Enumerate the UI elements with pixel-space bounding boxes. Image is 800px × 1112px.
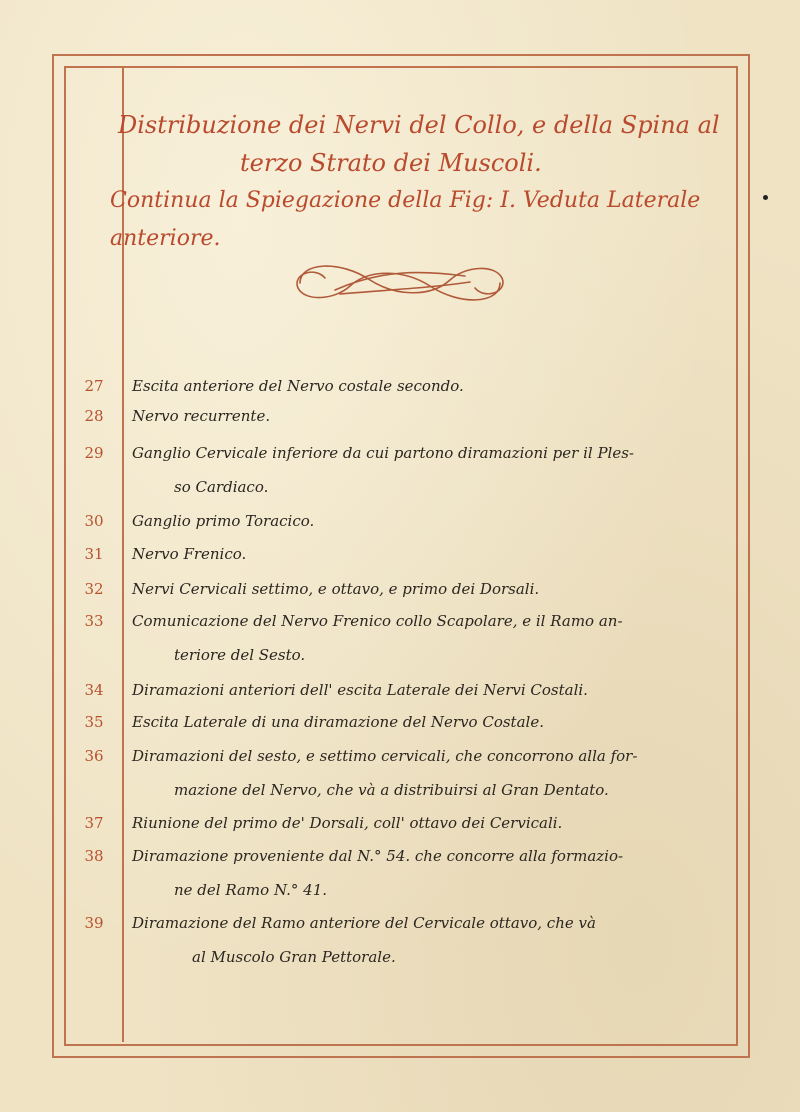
item-text <box>132 369 707 403</box>
item-text <box>132 604 707 672</box>
item-number: 32 <box>84 580 104 598</box>
item-text <box>132 906 707 974</box>
item-line: Escita Laterale di una diramazione del Nervo Costale. <box>132 713 544 731</box>
title-line-2: terzo Strato dei Muscoli. <box>240 149 542 177</box>
item-text <box>132 399 707 433</box>
item-number: 29 <box>84 444 104 462</box>
item-number: 37 <box>84 814 104 832</box>
item-line: Nervo recurrente. <box>132 407 271 425</box>
item-text <box>132 504 707 538</box>
item-number: 35 <box>84 713 104 731</box>
item-number: 33 <box>84 612 104 630</box>
item-line: Ganglio Cervicale inferiore da cui partono diramazioni per il Ples- <box>132 444 634 462</box>
item-text <box>132 572 707 606</box>
item-line: Nervo Frenico. <box>132 545 247 563</box>
item-line: so Cardiaco. <box>174 478 269 496</box>
item-text <box>132 537 707 571</box>
item-line: mazione del Nervo, che và a distribuirsi al Gran Dentato. <box>174 781 609 799</box>
item-number: 39 <box>84 914 104 932</box>
item-text <box>132 739 707 807</box>
item-text <box>132 705 707 739</box>
item-number: 38 <box>84 847 104 865</box>
item-text <box>132 839 707 907</box>
item-line: Diramazioni del sesto, e settimo cervicali, che concorrono alla for- <box>132 747 638 765</box>
item-line: teriore del Sesto. <box>174 646 306 664</box>
item-number: 34 <box>84 681 104 699</box>
page-title <box>110 106 730 258</box>
item-line: al Muscolo Gran Pettorale. <box>192 948 396 966</box>
item-line: Escita anteriore del Nervo costale secondo. <box>132 377 464 395</box>
decorative-flourish <box>280 250 520 316</box>
item-line: ne del Ramo N.° 41. <box>174 881 328 899</box>
item-text <box>132 806 707 840</box>
ink-spot <box>763 195 768 200</box>
item-text <box>132 436 707 504</box>
item-line: Comunicazione del Nervo Frenico collo Scapolare, e il Ramo an- <box>132 612 623 630</box>
item-line: Diramazione proveniente dal N.° 54. che concorre alla formazio- <box>132 847 624 865</box>
item-number: 31 <box>84 545 104 563</box>
item-number: 27 <box>84 377 104 395</box>
item-text <box>132 673 707 707</box>
item-line: Ganglio primo Toracico. <box>132 512 315 530</box>
item-line: Riunione del primo de' Dorsali, coll' ottavo dei Cervicali. <box>132 814 563 832</box>
title-line-1: Distribuzione dei Nervi del Collo, e della Spina al <box>118 111 720 139</box>
item-line: Nervi Cervicali settimo, e ottavo, e primo dei Dorsali. <box>132 580 540 598</box>
item-number: 30 <box>84 512 104 530</box>
item-line: Diramazioni anteriori dell' escita Laterale dei Nervi Costali. <box>132 681 588 699</box>
title-line-3: Continua la Spiegazione della Fig: I. Veduta Laterale anteriore. <box>110 188 701 251</box>
item-line: Diramazione del Ramo anteriore del Cervicale ottavo, che và <box>132 914 596 932</box>
item-number: 36 <box>84 747 104 765</box>
item-number: 28 <box>84 407 104 425</box>
